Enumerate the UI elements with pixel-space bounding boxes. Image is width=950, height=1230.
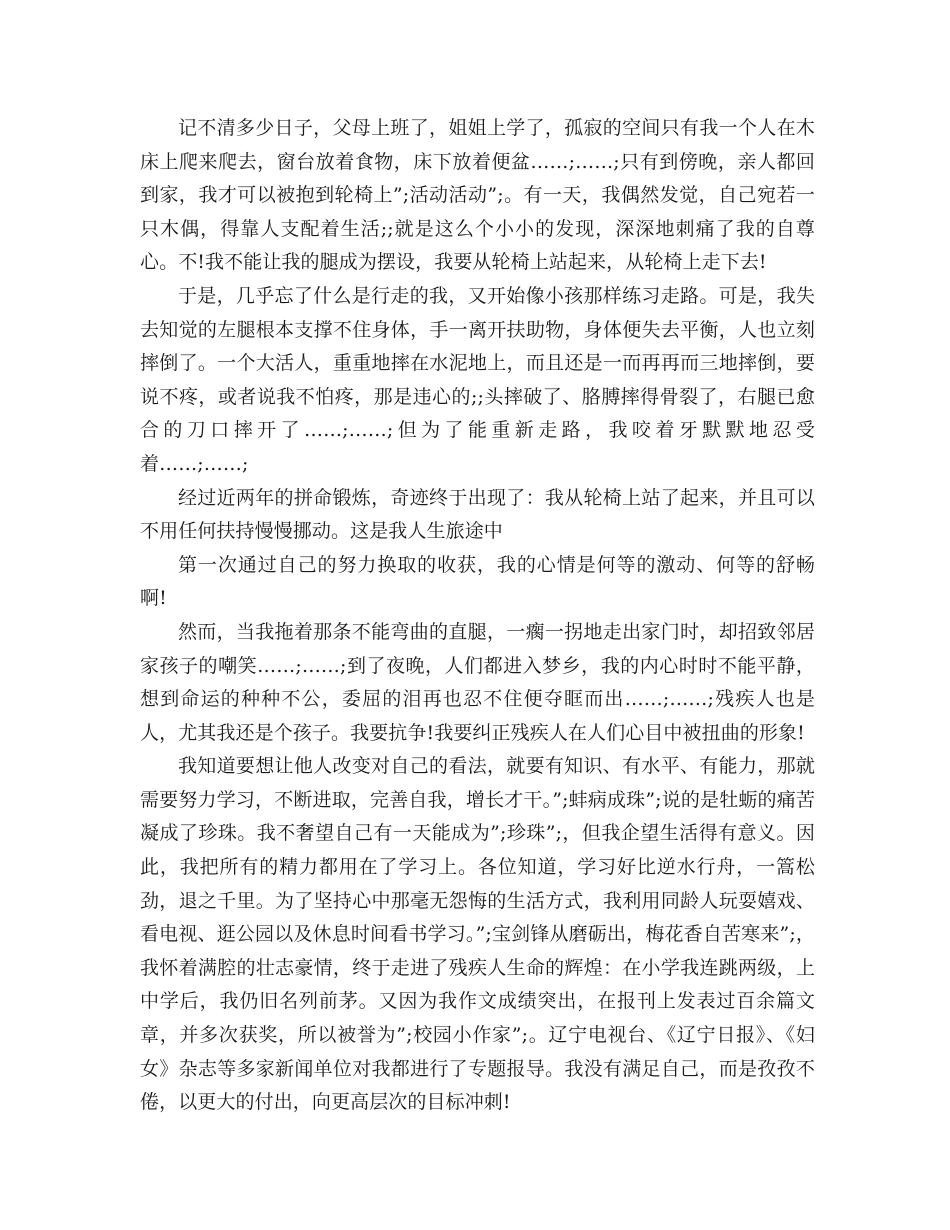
document-body: [140, 112, 815, 1120]
paragraph: 第一次通过自己的努力换取的收获，我的心情是何等的激动、何等的舒畅啊!: [140, 553, 815, 610]
paragraph: 于是，几乎忘了什么是行走的我，又开始像小孩那样练习走路。可是，我失去知觉的左腿根本支撑不住身体，手一离开扶助物，身体便失去平衡，人也立刻摔倒了。一个大活人，重重地摔在水泥地上，而且还是一而再再而三地摔倒，要说不疼，或者说我不怕疼，那是违心的;;头摔破了、胳膊摔得骨裂了，右腿已愈合的刀口摔开了……;……;但为了能重新走路，我咬着牙默默地忍受着……;……;: [140, 284, 815, 475]
paragraph: 经过近两年的拼命锻炼，奇迹终于出现了：我从轮椅上站了起来，并且可以不用任何扶持慢慢挪动。这是我人生旅途中: [140, 486, 815, 543]
paragraph: 记不清多少日子，父母上班了，姐姐上学了，孤寂的空间只有我一个人在木床上爬来爬去，窗台放着食物，床下放着便盆……;……;只有到傍晚，亲人都回到家，我才可以被抱到轮椅上”;活动活动”;。有一天，我偶然发觉，自己宛若一只木偶，得靠人支配着生活;;就是这么个小小的发现，深深地刺痛了我的自尊心。不!我不能让我的腿成为摆设，我要从轮椅上站起来，从轮椅上走下去!: [140, 117, 815, 274]
paragraph: 我知道要想让他人改变对自己的看法，就要有知识、有水平、有能力，那就需要努力学习，不断进取，完善自我，增长才干。”;蚌病成珠”;说的是牡蛎的痛苦凝成了珍珠。我不奢望自己有一天能成为”;珍珠”;，但我企望生活得有意义。因此，我把所有的精力都用在了学习上。各位知道，学习好比逆水行舟，一篙松劲，退之千里。为了坚持心中那毫无怨悔的生活方式，我利用同龄人玩耍嬉戏、看电视、逛公园以及休息时间看书学习。”;宝剑锋从磨砺出，梅花香自苦寒来”;，我怀着满腔的壮志豪情，终于走进了残疾人生命的辉煌：在小学我连跳两级，上中学后，我仍旧名列前茅。又因为我作文成绩突出，在报刊上发表过百余篇文章，并多次获奖，所以被誉为”;校园小作家”;。辽宁电视台、《辽宁日报》、《妇女》杂志等多家新闻单位对我都进行了专题报导。我没有满足自己，而是孜孜不倦，以更大的付出，向更高层次的目标冲刺!: [140, 755, 815, 1114]
paragraph: 然而，当我拖着那条不能弯曲的直腿，一瘸一拐地走出家门时，却招致邻居家孩子的嘲笑……;……;到了夜晚，人们都进入梦乡，我的内心时时不能平静，想到命运的种种不公，委屈的泪再也忍不住便夺眶而出……;……;残疾人也是人，尤其我还是个孩子。我要抗争!我要纠正残疾人在人们心目中被扭曲的形象!: [140, 620, 815, 744]
